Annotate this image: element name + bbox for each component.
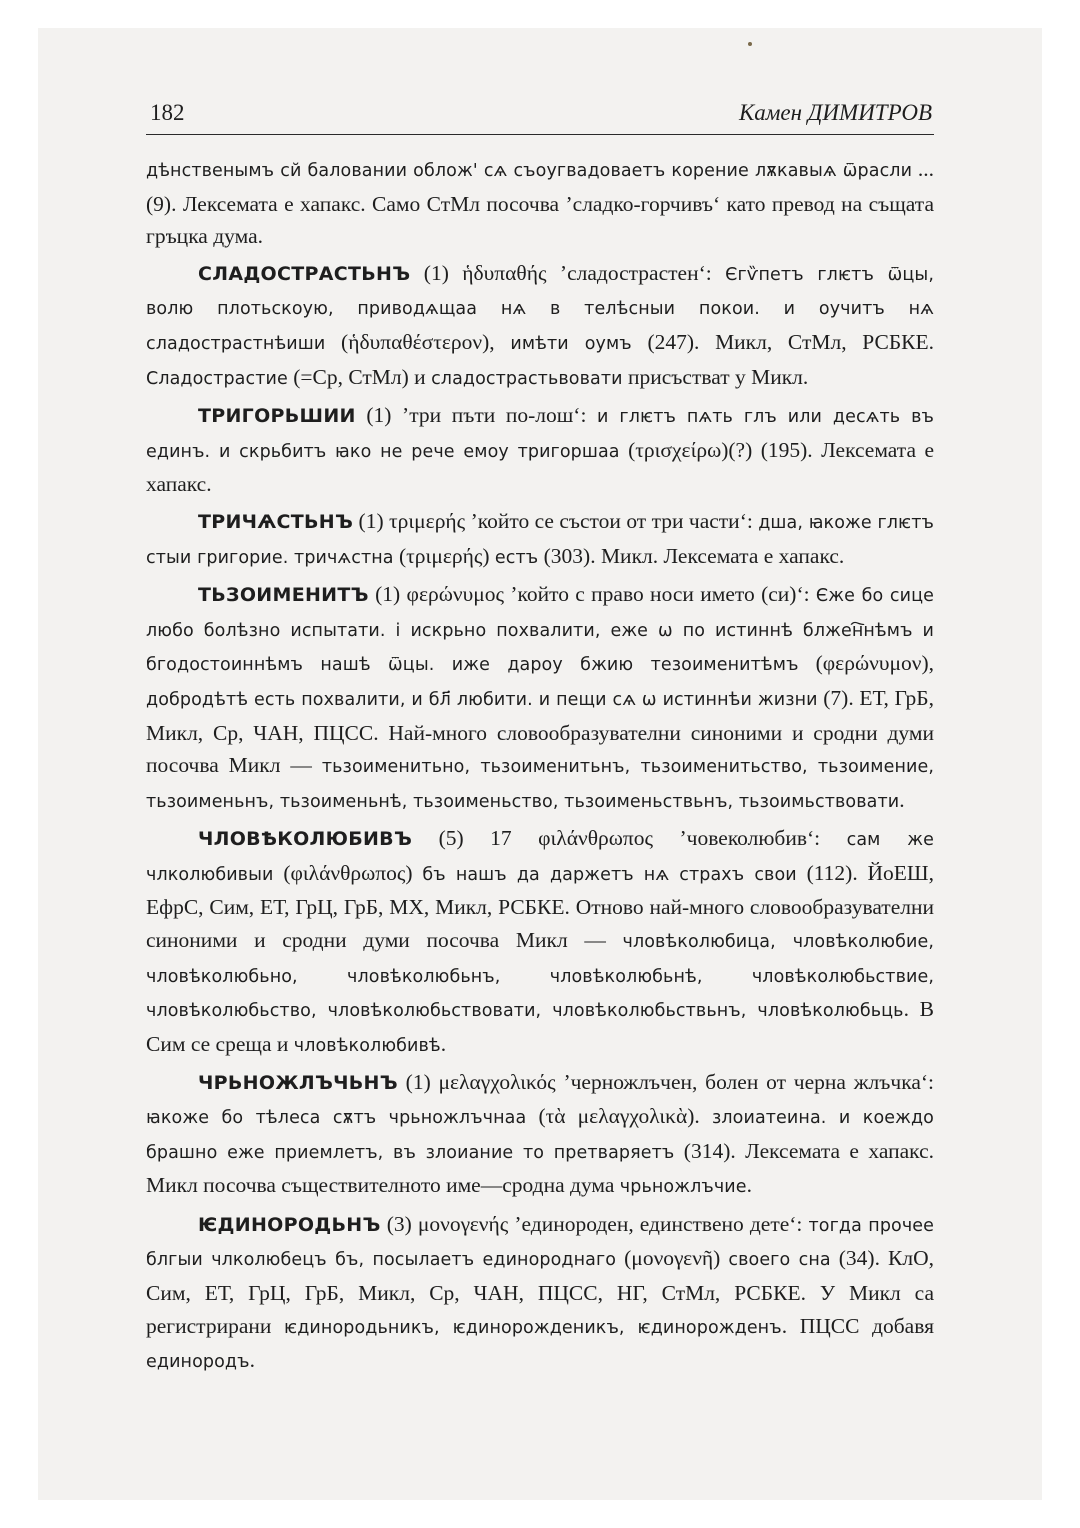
church-slavonic-quote: чрьножлъчие — [619, 1177, 747, 1198]
paragraph-text: . — [440, 1031, 447, 1056]
paragraph-text: (5) 17 φιλάνθρωπος ’човеколюбив‘: — [412, 826, 847, 851]
paragraph-text: (1) ’три пъти по-лош‘: — [355, 403, 598, 428]
church-slavonic-quote: ꙗкоже бо тѣлеса сѫтъ чрьножлъчнаа — [146, 1108, 527, 1129]
dictionary-entry — [146, 1208, 934, 1379]
church-slavonic-quote: дѣнственымъ сй баловании облож' сѧ съоугвадоваетъ корение лѫкавыѧ ѿрасли — [146, 161, 913, 181]
paragraph-text: (34). КлО, Сим, ЕТ, ГрЦ, ГрБ, Микл, Ср, ЧАН, ПЦСС, НГ, СтМл, РСБКЕ. У Микл са регистрирани — [146, 1246, 934, 1338]
church-slavonic-quote: бъ нашъ да даржетъ нѧ страхъ свои — [422, 864, 797, 885]
paragraph-text: (7). ЕТ, ГрБ, Микл, Ср, ЧАН, ПЦСС. Най-много словообразувателни синоними и сродни думи посочва Микл — — [146, 685, 935, 778]
entry-headword: ЧЛОВѢКОЛЮБИВЪ — [198, 828, 413, 851]
page-number: 182 — [150, 100, 185, 125]
paragraph-text: присъстват у Микл. — [622, 364, 809, 389]
church-slavonic-quote: своего сна — [728, 1250, 831, 1271]
entry-headword: ЧРЬНОЖЛЪЧЬНЪ — [198, 1072, 398, 1095]
paragraph-text: (μονογενῆ) — [616, 1246, 729, 1271]
church-slavonic-quote: сам же члколюбивыи — [146, 830, 934, 885]
running-header — [146, 98, 934, 135]
church-slavonic-quote: и глѥтъ пѧть глъ или десѧть въ единъ. и скрьбитъ ꙗко не рече емоу тригоршаа — [146, 407, 934, 462]
church-slavonic-quote: ѥдинородьникъ, ѥдинорожденикъ, ѥдинорожденъ — [284, 1317, 782, 1338]
paragraph-text: . В Сим се среща и — [146, 997, 934, 1056]
paragraph-text: (τριμερής) — [393, 543, 495, 568]
book-page — [146, 98, 934, 1383]
paragraph-text: (1) μελαγχολικός ’черножлъчен, болен от черна жлъчка‘: — [397, 1070, 934, 1095]
paragraph-text: (τὰ μελαγχολικὰ). — [526, 1104, 712, 1129]
entry-headword: ТРИГОРЬШИИ — [198, 405, 356, 428]
scanned-page — [38, 28, 1042, 1500]
running-head-author: Камен ДИМИТРОВ — [738, 100, 932, 125]
paragraph-text: ... (9). Лексемата е хапакс. Само СтМл посочва ’сладко-горчивъ‘ като превод на същата гръцка дума. — [146, 157, 934, 249]
paragraph-text: (247). Микл, СтМл, РСБКЕ. — [631, 329, 935, 354]
paragraph-text: (τρισχείρω)(?) (195). Лексемата е хапакс. — [146, 437, 934, 497]
dictionary-entry — [146, 578, 934, 818]
entry-headword: ТРИЧѦСТЬНЪ — [198, 510, 354, 533]
paragraph-text: (1) φερώνυμος ’който с право носи името (си)‘: — [368, 582, 816, 607]
paragraph-text: . ПЦСС добавя — [781, 1313, 934, 1338]
church-slavonic-quote: чловѣколюбица, чловѣколюбие, чловѣколюбьно, чловѣколюбьнъ, чловѣколюбьнѣ, чловѣколюбьствие, чловѣколюбьство, чловѣколюбьствовати, чловѣколюбьствьнъ, чловѣколюбьць — [146, 932, 934, 1022]
church-slavonic-quote: Єже бо сице любо болѣзно испытати. i искрьно похвалити, еже ѡ по истиннѣ блжен҇нѣмъ и бгодостоиннѣмъ нашѣ ѿцы. иже дароу бжию тезоименитѣмъ — [146, 586, 934, 676]
church-slavonic-quote: добродѣтѣ есть похвалити, и бл҃ любити. и пещи сѧ ѡ истиннѣи жизни — [146, 689, 818, 710]
paragraph-text: (112). ЙоЕШ, ЕфрС, Сим, ЕТ, ГрЦ, ГрБ, МХ, Микл, РСБКЕ. Отново най-много словообразувателни синоними и сродни думи посочва Микл — — [146, 860, 934, 953]
church-slavonic-quote: тьзоименитьно, тьзоименитьнъ, тьзоименитьство, тьзоимение, тьзоименьнъ, тьзоименьнѣ, тьзоименьство, тьзоименьствьнъ, тьзоимьствовати — [146, 757, 934, 812]
paragraph-text: (1) τριμερής ’който се състои от три части‘: — [353, 508, 759, 533]
paragraph-text: . — [249, 1348, 255, 1373]
entry-headword: ѤДИНОРОДЬНЪ — [198, 1213, 381, 1236]
church-slavonic-quote: тогда прочее блгыи члколюбецъ бъ, посылаетъ единороднаго — [146, 1215, 935, 1271]
dictionary-entry — [146, 257, 934, 395]
paragraph-text: . — [746, 1173, 752, 1198]
church-slavonic-quote: Єгѷпетъ глѥтъ ѿцы, волю плотьскоую, приводѧщаа нѧ в телѣсныи покои. и оучитъ нѧ сладострастнѣиши — [146, 264, 934, 354]
church-slavonic-quote: сладострастьвовати — [431, 368, 623, 389]
continued-paragraph — [146, 153, 934, 253]
paragraph-text: (φιλάνθρωπος) — [273, 860, 423, 885]
church-slavonic-quote: единородъ — [146, 1352, 250, 1373]
paragraph-text: (=Ср, СтМл) и — [287, 364, 432, 389]
dictionary-entry — [146, 1066, 934, 1203]
church-slavonic-quote: Сладострастие — [146, 368, 288, 389]
paragraph-text: (ἡδυπαθέστερον), — [325, 329, 511, 354]
paragraph-text: . — [899, 787, 905, 812]
entry-headword: СЛАДОСТРАСТЬНЪ — [198, 262, 411, 285]
church-slavonic-quote: чловѣколюбивѣ — [293, 1035, 441, 1056]
paragraph-text: (3) μονογενής ’единороден, единствено дете‘: — [380, 1211, 809, 1236]
dictionary-entry — [146, 399, 934, 501]
church-slavonic-quote: злоиатеина. и коеждо брашно еже приемлетъ, въ злоиание то претваряетъ — [146, 1108, 934, 1163]
church-slavonic-quote: имѣти оумъ — [510, 333, 632, 354]
paragraph-text: (1) ἡδυπαθής ’сладострастен‘: — [410, 260, 726, 285]
church-slavonic-quote: естъ — [494, 547, 539, 568]
dictionary-entry — [146, 822, 934, 1062]
church-slavonic-quote: дша, ꙗкоже глѥтъ стыи григорие. тричѧстна — [146, 512, 934, 568]
paragraph-text: (303). Микл. Лексемата е хапакс. — [538, 543, 845, 568]
paper-fleck — [748, 42, 752, 46]
dictionary-entry — [146, 505, 934, 574]
paragraph-text: (φερώνυμον), — [798, 651, 934, 676]
entry-headword: ТЬЗОИМЕНИТЪ — [198, 584, 369, 607]
body-text — [146, 153, 934, 1379]
paragraph-text: (314). Лексемата е хапакс. Микл посочва съществителното име—сродна дума — [146, 1138, 934, 1198]
